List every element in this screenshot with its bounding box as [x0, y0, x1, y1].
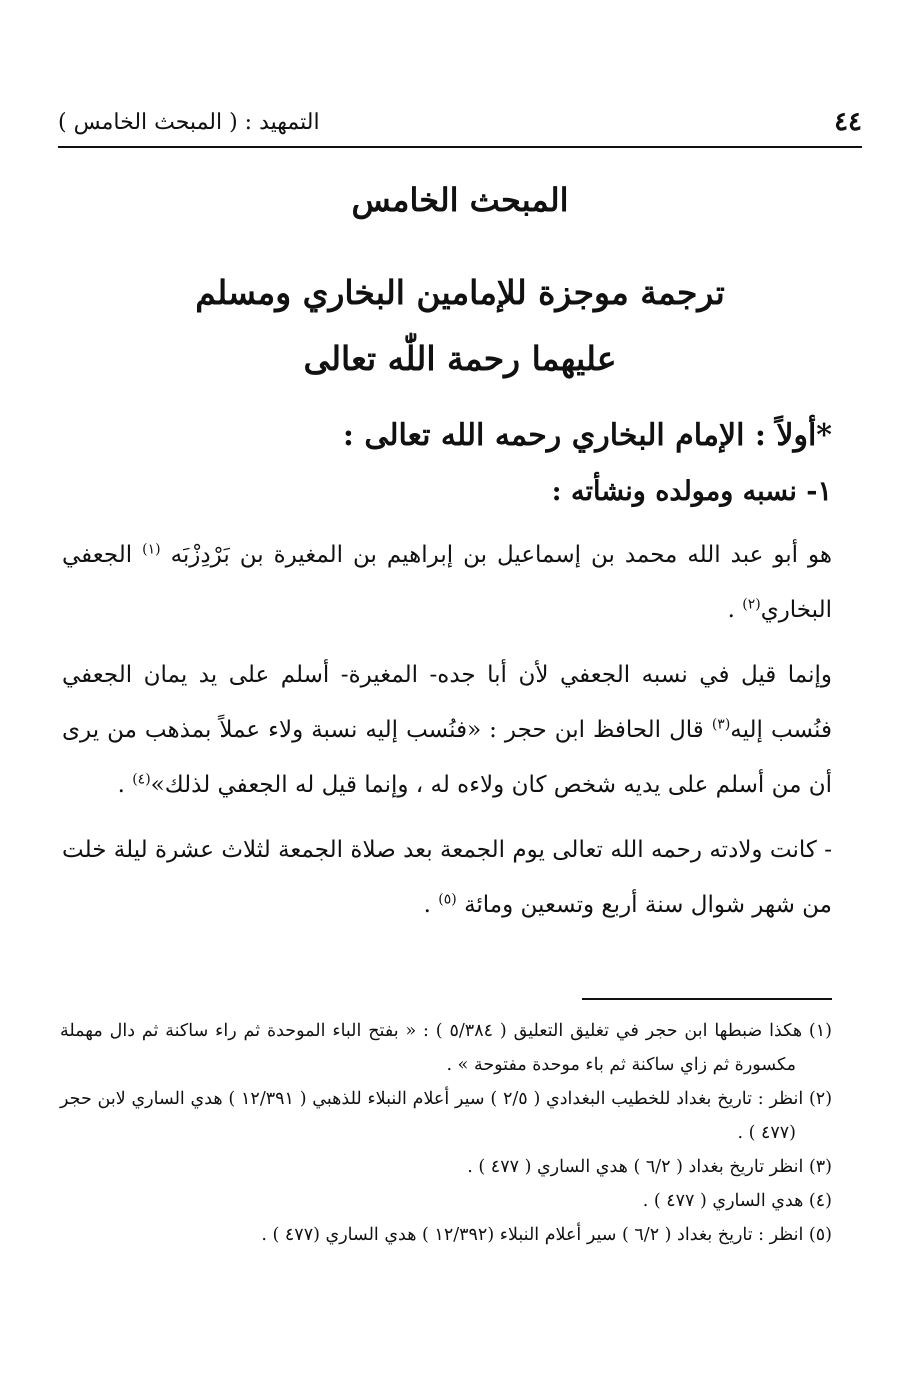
- footnote-ref-4[interactable]: (٤): [132, 771, 151, 788]
- page-number: ٤٤: [834, 107, 862, 137]
- paragraph-2-text-2: قال الحافظ ابن حجر : «فنُسب إليه نسبة ولاء عملاً بمذهب من يرى أن من أسلم على يديه شخص كان ولاءه له ، وإنما قيل له الجعفي لذلك»: [62, 717, 832, 798]
- paragraph-2-text: وإنما قيل في نسبه الجعفي لأن أبا جده- المغيرة- أسلم على يد يمان الجعفي فنُسب إليه: [62, 662, 832, 743]
- paragraph-3: [62, 823, 832, 933]
- main-title-line-1: ترجمة موجزة للإمامين البخاري ومسلم: [195, 273, 725, 312]
- paragraph-1-text: هو أبو عبد الله محمد بن إسماعيل بن إبراهيم بن المغيرة بن بَرْدِزْبَه: [170, 542, 832, 568]
- paragraph-2-end: .: [117, 772, 125, 798]
- footnote-ref-1[interactable]: (١): [142, 541, 161, 558]
- section-title: المبحث الخامس: [351, 181, 569, 219]
- paragraph-2: [62, 648, 832, 813]
- footnote-rule: [582, 998, 832, 1000]
- footnote-4: (٤) هدي الساري ( ٤٧٧ ) .: [642, 1191, 832, 1211]
- footnote-1: (١) هكذا ضبطها ابن حجر في تغليق التعليق ( ٥/٣٨٤ ) : « بفتح الباء الموحدة ثم راء ساكنة ثم دال مهملة مكسورة ثم زاي ساكنة ثم باء موحدة مفتوحة » .: [60, 1021, 832, 1075]
- footnote-ref-3[interactable]: (٣): [711, 716, 731, 733]
- paragraph-3-end: .: [423, 892, 431, 918]
- footnote-2: (٢) انظر : تاريخ بغداد للخطيب البغدادي ( ٢/٥ ) سير أعلام النبلاء للذهبي ( ١٢/٣٩١ ) هدي الساري لابن حجر (٤٧٧ ) .: [60, 1089, 833, 1143]
- footnote-ref-2[interactable]: (٢): [742, 596, 761, 613]
- running-title: التمهيد : ( المبحث الخامس ): [58, 109, 320, 135]
- footnote-3: (٣) انظر تاريخ بغداد ( ٦/٢ ) هدي الساري ( ٤٧٧ ) .: [467, 1157, 832, 1177]
- running-header: [58, 104, 862, 140]
- paragraph-1: [62, 528, 832, 638]
- footnotes-list: [60, 1014, 832, 1252]
- body-text: [62, 528, 832, 933]
- title-block: [58, 178, 862, 392]
- header-rule: [58, 146, 862, 148]
- footnote-5: (٥) انظر : تاريخ بغداد ( ٦/٢ ) سير أعلام النبلاء (١٢/٣٩٢ ) هدي الساري (٤٧٧ ) .: [261, 1225, 832, 1245]
- paragraph-1-end: .: [727, 597, 735, 623]
- heading-lineage: ١- نسبه ومولده ونشأته :: [551, 476, 832, 507]
- paragraph-3-text: - كانت ولادته رحمه الله تعالى يوم الجمعة بعد صلاة الجمعة لثلاث عشرة ليلة خلت من شهر شوال سنة أربع وتسعين ومائة: [62, 837, 832, 918]
- heading-first-imam: *أولاً : الإمام البخاري رحمه الله تعالى :: [342, 418, 832, 453]
- footnote-ref-5[interactable]: (٥): [438, 891, 457, 908]
- main-title-line-2: عليهما رحمة اللّٰه تعالى: [303, 339, 617, 378]
- paragraph-1-text-2: الجعفي البخاري: [62, 542, 832, 623]
